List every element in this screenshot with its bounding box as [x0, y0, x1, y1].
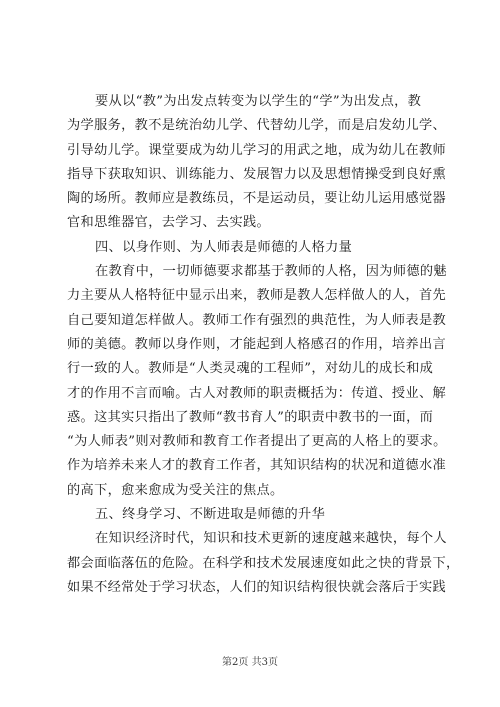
body-line: 在教育中，一切师德要求都基于教师的人格，因为师德的魅 [95, 264, 447, 280]
body-line: 作为培养未来人才的教育工作者，其知识结构的状况和道德水准 [67, 458, 447, 474]
body-line: 力主要从人格特征中显示出来，教师是教人怎样做人的人，首先 [67, 288, 447, 304]
body-line: 才的作用不言而喻。古人对教师的职责概括为：传道、授业、解 [67, 385, 447, 401]
body-line: 在知识经济时代，知识和技术更新的速度越来越快，每个人 [95, 531, 447, 547]
body-line: 官和思维器官，去学习、去实践。 [67, 215, 271, 231]
body-line: 指导下获取知识、训练能力、发展智力以及思想情操受到良好熏 [67, 166, 447, 182]
body-line: 引导幼儿学。课堂要成为幼儿学习的用武之地，成为幼儿在教师 [67, 142, 447, 158]
section-heading: 五、终身学习、不断进取是师德的升华 [95, 507, 326, 523]
body-line: 行一致的人。教师是“人类灵魂的工程师”，对幼儿的成长和成 [67, 361, 434, 377]
body-line: 如果不经常处于学习状态，人们的知识结构很快就会落后于实践 [67, 579, 447, 595]
body-line: 要从以“教”为出发点转变为以学生的“学”为出发点，教 [95, 94, 422, 109]
page-footer: 第2页 共3页 [222, 657, 278, 668]
body-line: 的高下，愈来愈成为受关注的焦点。 [67, 482, 284, 498]
body-line: 师的美德。教师以身作则，才能起到人格感召的作用，培养出言 [67, 336, 447, 352]
body-line: 为学服务，教不是统治幼儿学、代替幼儿学，而是启发幼儿学、 [67, 118, 447, 134]
body-line: 陶的场所。教师应是教练员，不是运动员，要让幼儿运用感觉器 [67, 191, 447, 207]
document-body [67, 90, 460, 600]
body-line: 惑。这其实只指出了教师“教书育人”的职责中教书的一面，而 [67, 409, 434, 425]
body-line: 自己要知道怎样做人。教师工作有强烈的典范性，为人师表是教 [67, 312, 447, 328]
section-heading: 四、以身作则、为人师表是师德的人格力量 [95, 239, 353, 255]
body-line: 都会面临落伍的危险。在科学和技术发展速度如此之快的背景下， [67, 555, 460, 571]
body-line: “为人师表”则对教师和教育工作者提出了更高的人格上的要求。 [67, 434, 447, 450]
